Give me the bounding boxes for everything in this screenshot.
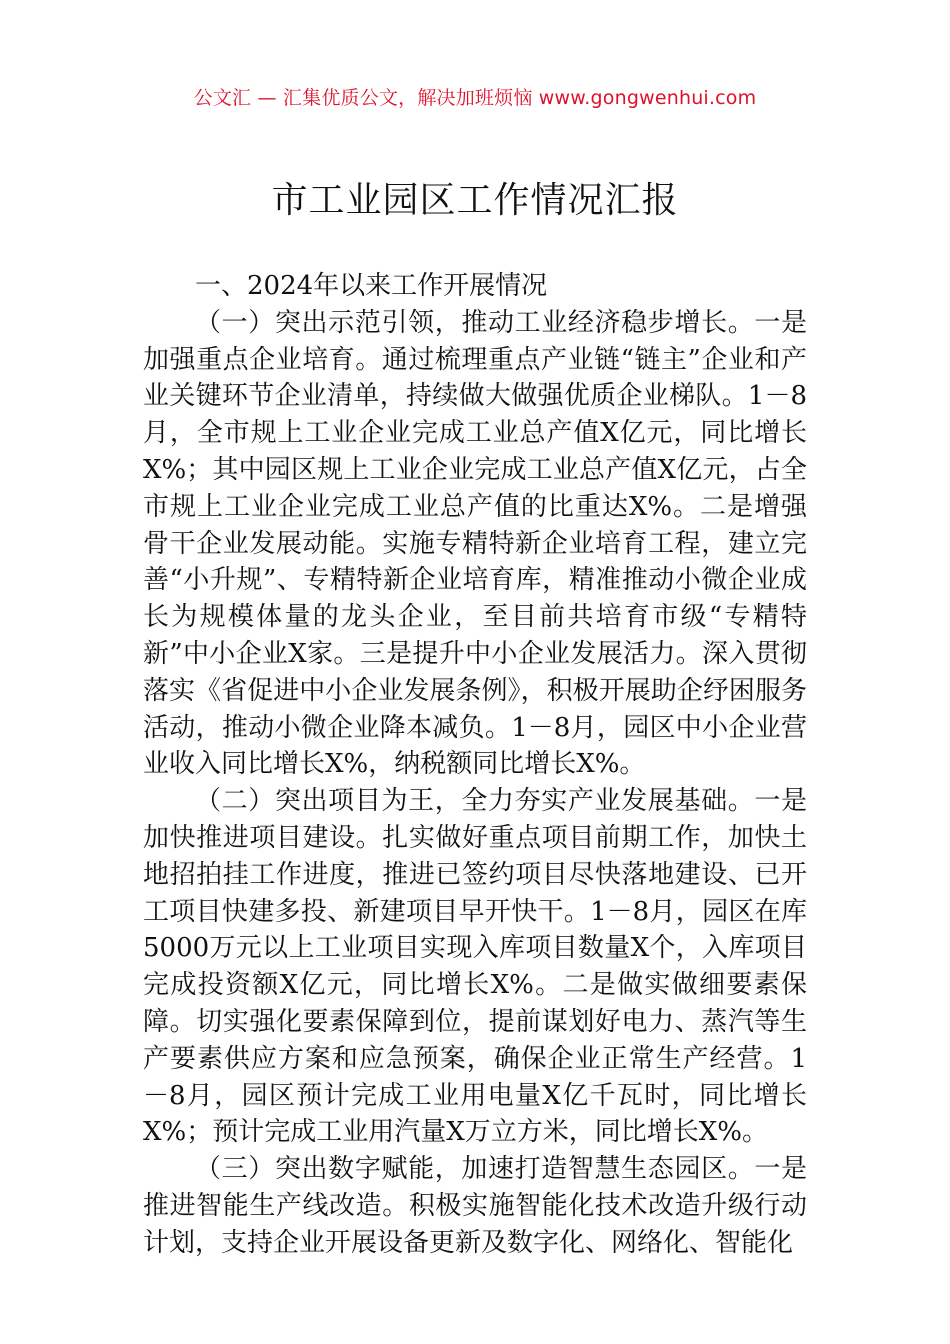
document-body [143, 268, 807, 1262]
header-banner: 公文汇 — 汇集优质公文，解决加班烦恼 www.gongwenhui.com [193, 87, 757, 109]
paragraph: （二）突出项目为王，全力夯实产业发展基础。一是加快推进项目建设。扎实做好重点项目前期工作，加快土地招拍挂工作进度，推进已签约项目尽快落地建设、已开工项目快建多投、新建项目早开快干。1－8月，园区在库5000万元以上工业项目实现入库项目数量X个，入库项目完成投资额X亿元，同比增长X%。二是做实做细要素保障。切实强化要素保障到位，提前谋划好电力、蒸汽等生产要素供应方案和应急预案，确保企业正常生产经营。1－8月，园区预计完成工业用电量X亿千瓦时，同比增长X%；预计完成工业用汽量X万立方米，同比增长X%。 [143, 786, 807, 1148]
paragraph: （一）突出示范引领，推动工业经济稳步增长。一是加强重点企业培育。通过梳理重点产业链“链主”企业和产业关键环节企业清单，持续做大做强优质企业梯队。1－8月，全市规上工业企业完成工业总产值X亿元，同比增长X%；其中园区规上工业企业完成工业总产值X亿元，占全市规上工业企业完成工业总产值的比重达X%。二是增强骨干企业发展动能。实施专精特新企业培育工程，建立完善“小升规”、专精特新企业培育库，精准推动小微企业成长为规模体量的龙头企业，至目前共培育市级“专精特新”中小企业X家。三是提升中小企业发展活力。深入贯彻落实《省促进中小企业发展条例》，积极开展助企纾困服务活动，推动小微企业降本减负。1－8月，园区中小企业营业收入同比增长X%，纳税额同比增长X%。 [143, 307, 807, 780]
section-heading: 一、2024年以来工作开展情况 [195, 271, 548, 301]
paragraph: （三）突出数字赋能，加速打造智慧生态园区。一是推进智能生产线改造。积极实施智能化技术改造升级行动计划，支持企业开展设备更新及数字化、网络化、智能化 [143, 1154, 807, 1258]
page-title: 市工业园区工作情况汇报 [271, 180, 679, 221]
